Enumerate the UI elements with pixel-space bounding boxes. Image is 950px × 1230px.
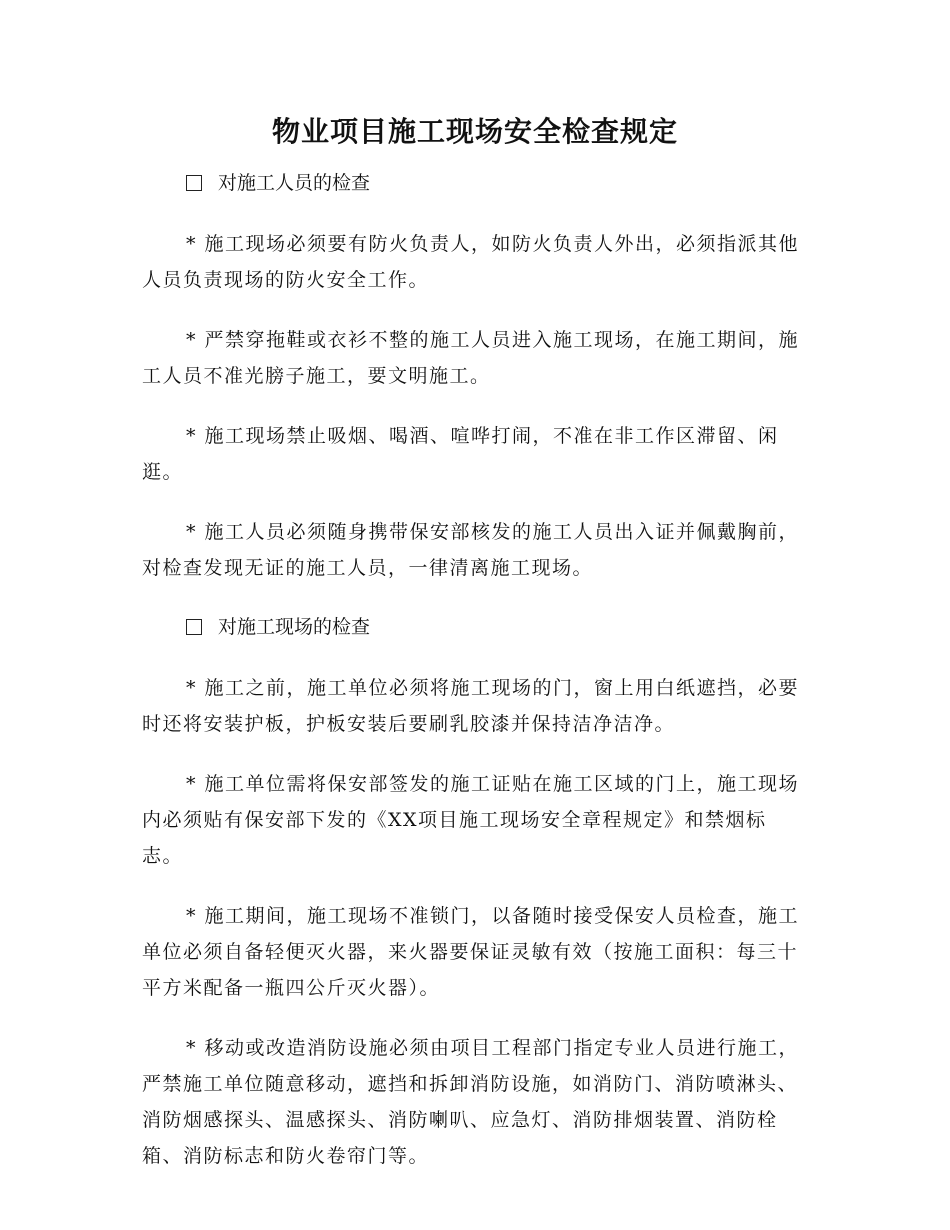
checkbox-icon [186,175,202,191]
document-title: 物业项目施工现场安全检查规定 [271,115,678,148]
paragraph: * 移动或改造消防设施必须由项目工程部门指定专业人员进行施工，严禁施工单位随意移动，遮挡和拆卸消防设施，如消防门、消防喷淋头、消防烟感探头、温感探头、消防喇叭、应急灯、消防排烟装置、消防栓箱、消防标志和防火卷帘门等。 [142,1037,800,1167]
paragraph: * 施工人员必须随身携带保安部核发的施工人员出入证并佩戴胸前，对检查发现无证的施工人员，一律清离施工现场。 [142,521,800,579]
section-heading-text: 对施工人员的检查 [218,172,371,194]
checkbox-icon [186,619,202,635]
document-body [142,166,802,1198]
section-heading [142,610,802,644]
paragraph: * 施工期间，施工现场不准锁门，以备随时接受保安人员检查，施工单位必须自备轻便灭火器，来火器要保证灵敏有效（按施工面积：每三十平方米配备一瓶四公斤灭火器）。 [142,905,800,999]
paragraph: * 施工现场禁止吸烟、喝酒、喧哗打闹，不准在非工作区滞留、闲逛。 [142,425,779,483]
section-heading [142,166,802,200]
paragraph: * 严禁穿拖鞋或衣衫不整的施工人员进入施工现场，在施工期间，施工人员不准光膀子施工，要文明施工。 [142,329,800,387]
paragraph: * 施工单位需将保安部签发的施工证贴在施工区域的门上，施工现场内必须贴有保安部下发的《XX项目施工现场安全章程规定》和禁烟标志。 [142,773,800,867]
section-heading-text: 对施工现场的检查 [218,616,371,638]
paragraph: * 施工之前，施工单位必须将施工现场的门，窗上用白纸遮挡，必要时还将安装护板，护板安装后要刷乳胶漆并保持洁净洁净。 [142,677,800,735]
paragraph: * 施工现场必须要有防火负责人，如防火负责人外出，必须指派其他人员负责现场的防火安全工作。 [142,233,800,291]
